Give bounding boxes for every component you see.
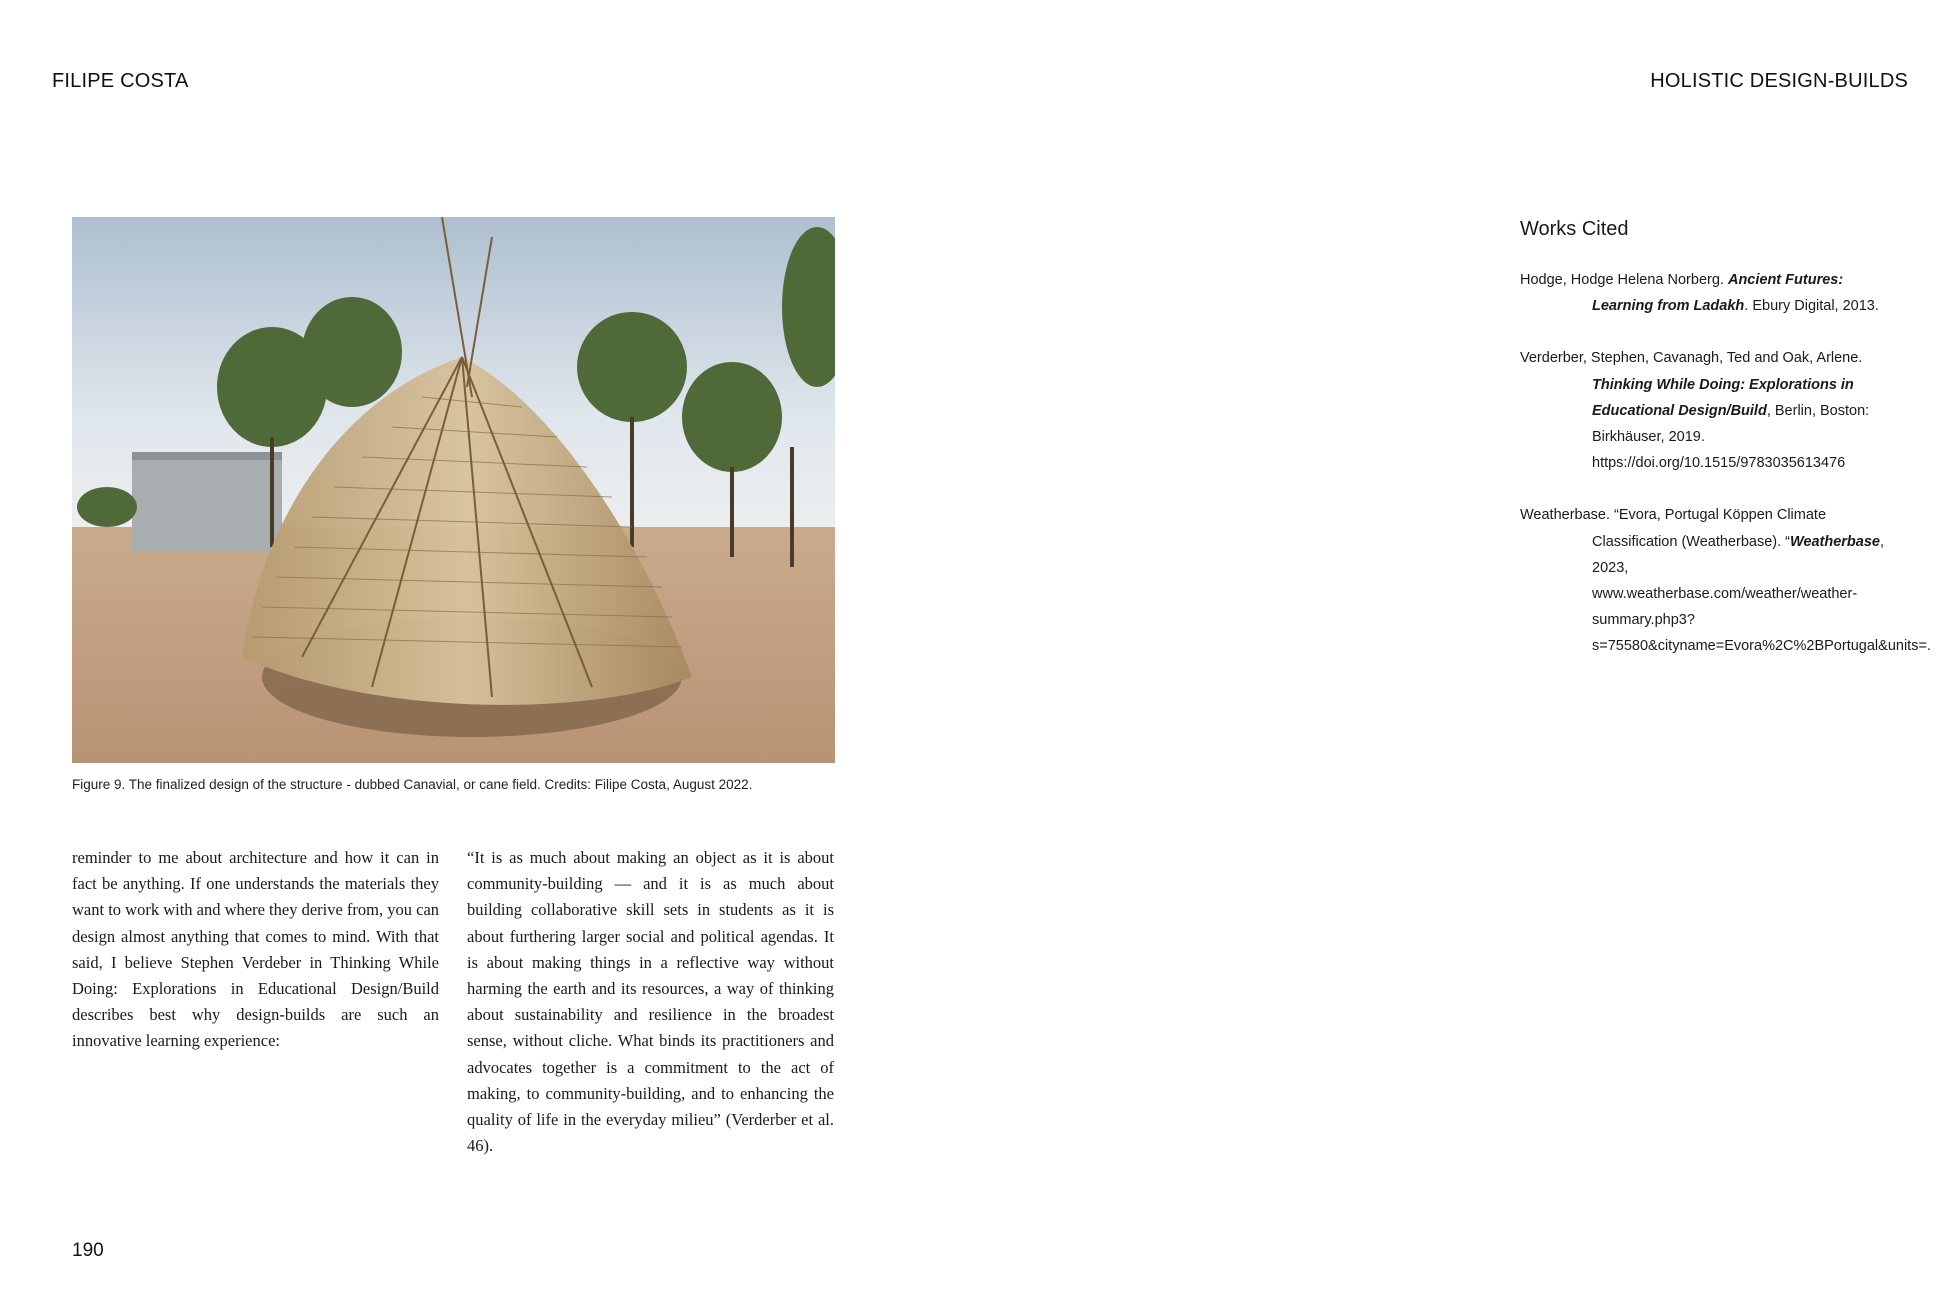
body-text-column-1: reminder to me about architecture and how it can in fact be anything. If one understands the materials they want to work with and where they derive from, you can design almost anything that comes to mind. With that said, I believe Stephen Verdeber in Thinking While Doing: Explorations in Educational Design/Build describes best why design-builds are such an innovative learning experience: — [72, 848, 440, 1051]
body-quote-column-2: “It is as much about making an object as it is about community-building — and it is as much about building collaborative skill sets in students as it is about furthering larger social and political agendas. It is about making things in a reflective way without harming the earth and its resources, a way of thinking about sustainability and resilience in the broadest sense, without cliche. What binds its practitioners and advocates together is a commitment to the act of making, to community-building, and to enhancing the quality of life in the everyday milieu” (Verderber et al. 46). — [467, 848, 834, 1156]
page-number: 190 — [72, 1240, 104, 1261]
citation-text: Hodge, Hodge Helena Norberg. — [1520, 272, 1728, 288]
works-cited-section — [1520, 218, 1931, 686]
works-cited-title: Works Cited — [1520, 218, 1629, 240]
running-head-author: FILIPE COSTA — [52, 70, 189, 92]
citation-entry — [1520, 502, 1931, 659]
citation-text: . Ebury Digital, 2013. — [1744, 298, 1879, 315]
citation-text: Weatherbase. “Evora, Portugal Köppen Climate Classification (Weatherbase). “ — [1520, 507, 1827, 550]
figure-photo-canavial — [72, 217, 835, 763]
citation-text: , Berlin, Boston: Birkhäuser, 2019. https://doi.org/10.1515/9783035613476 — [1592, 402, 1870, 472]
running-head-title: HOLISTIC DESIGN-BUILDS — [1650, 70, 1908, 92]
citation-entry — [1520, 345, 1890, 476]
citation-title: Ancient Futures: Learning from Ladakh — [1592, 272, 1844, 315]
citation-text: , 2023, www.weatherbase.com/weather/weather-summary.php3?s=75580&cityname=Evora%2C%2BPortugal&units=. — [1592, 533, 1931, 655]
photo-illustration — [72, 217, 835, 763]
citation-title: Weatherbase — [1789, 533, 1880, 550]
figure-caption: Figure 9. The finalized design of the structure - dubbed Canavial, or cane field. Credits: Filipe Costa, August 2022. — [72, 777, 753, 792]
citation-title: Thinking While Doing: Explorations in Educational Design/Build — [1592, 376, 1854, 419]
citation-text: Verderber, Stephen, Cavanagh, Ted and Oak, Arlene. — [1520, 350, 1863, 367]
citation-entry — [1520, 267, 1890, 319]
